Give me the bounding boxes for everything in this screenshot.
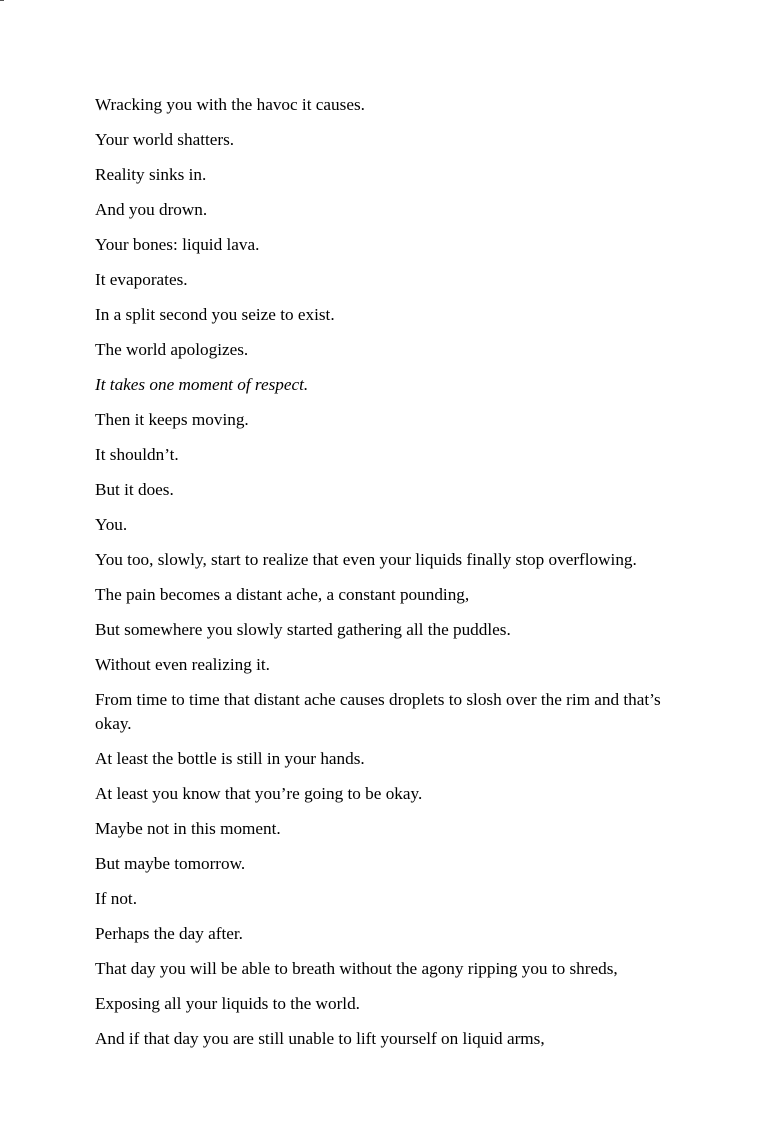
poem-line: You. bbox=[95, 515, 128, 534]
poem-line: Your bones: liquid lava. bbox=[95, 235, 260, 254]
corner-mark bbox=[0, 0, 4, 1]
poem-line: That day you will be able to breath without the agony ripping you to shreds, bbox=[95, 959, 618, 978]
poem-line: If not. bbox=[95, 889, 138, 908]
poem-line: The world apologizes. bbox=[95, 340, 249, 359]
poem-line: Reality sinks in. bbox=[95, 165, 207, 184]
poem-line: And if that day you are still unable to lift yourself on liquid arms, bbox=[95, 1029, 545, 1048]
poem-line: The pain becomes a distant ache, a constant pounding, bbox=[95, 585, 470, 604]
poem-line: Wracking you with the havoc it causes. bbox=[95, 95, 365, 114]
poem-line: Exposing all your liquids to the world. bbox=[95, 994, 360, 1013]
poem-text-block bbox=[95, 93, 685, 1062]
poem-line: It shouldn’t. bbox=[95, 445, 179, 464]
poem-line: From time to time that distant ache causes droplets to slosh over the rim and that’s okay. bbox=[95, 690, 661, 733]
poem-line: Maybe not in this moment. bbox=[95, 819, 281, 838]
poem-line: At least you know that you’re going to be okay. bbox=[95, 784, 423, 803]
poem-line: But somewhere you slowly started gathering all the puddles. bbox=[95, 620, 511, 639]
poem-line: It evaporates. bbox=[95, 270, 188, 289]
poem-line: Without even realizing it. bbox=[95, 655, 270, 674]
poem-line: It takes one moment of respect. bbox=[95, 375, 309, 394]
poem-line: You too, slowly, start to realize that even your liquids finally stop overflowing. bbox=[95, 550, 637, 569]
poem-line: At least the bottle is still in your hands. bbox=[95, 749, 365, 768]
poem-line: But maybe tomorrow. bbox=[95, 854, 246, 873]
poem-line: Your world shatters. bbox=[95, 130, 235, 149]
poem-line: Then it keeps moving. bbox=[95, 410, 249, 429]
poem-line: Perhaps the day after. bbox=[95, 924, 243, 943]
poem-line: But it does. bbox=[95, 480, 174, 499]
poem-line: And you drown. bbox=[95, 200, 208, 219]
poem-line: In a split second you seize to exist. bbox=[95, 305, 335, 324]
